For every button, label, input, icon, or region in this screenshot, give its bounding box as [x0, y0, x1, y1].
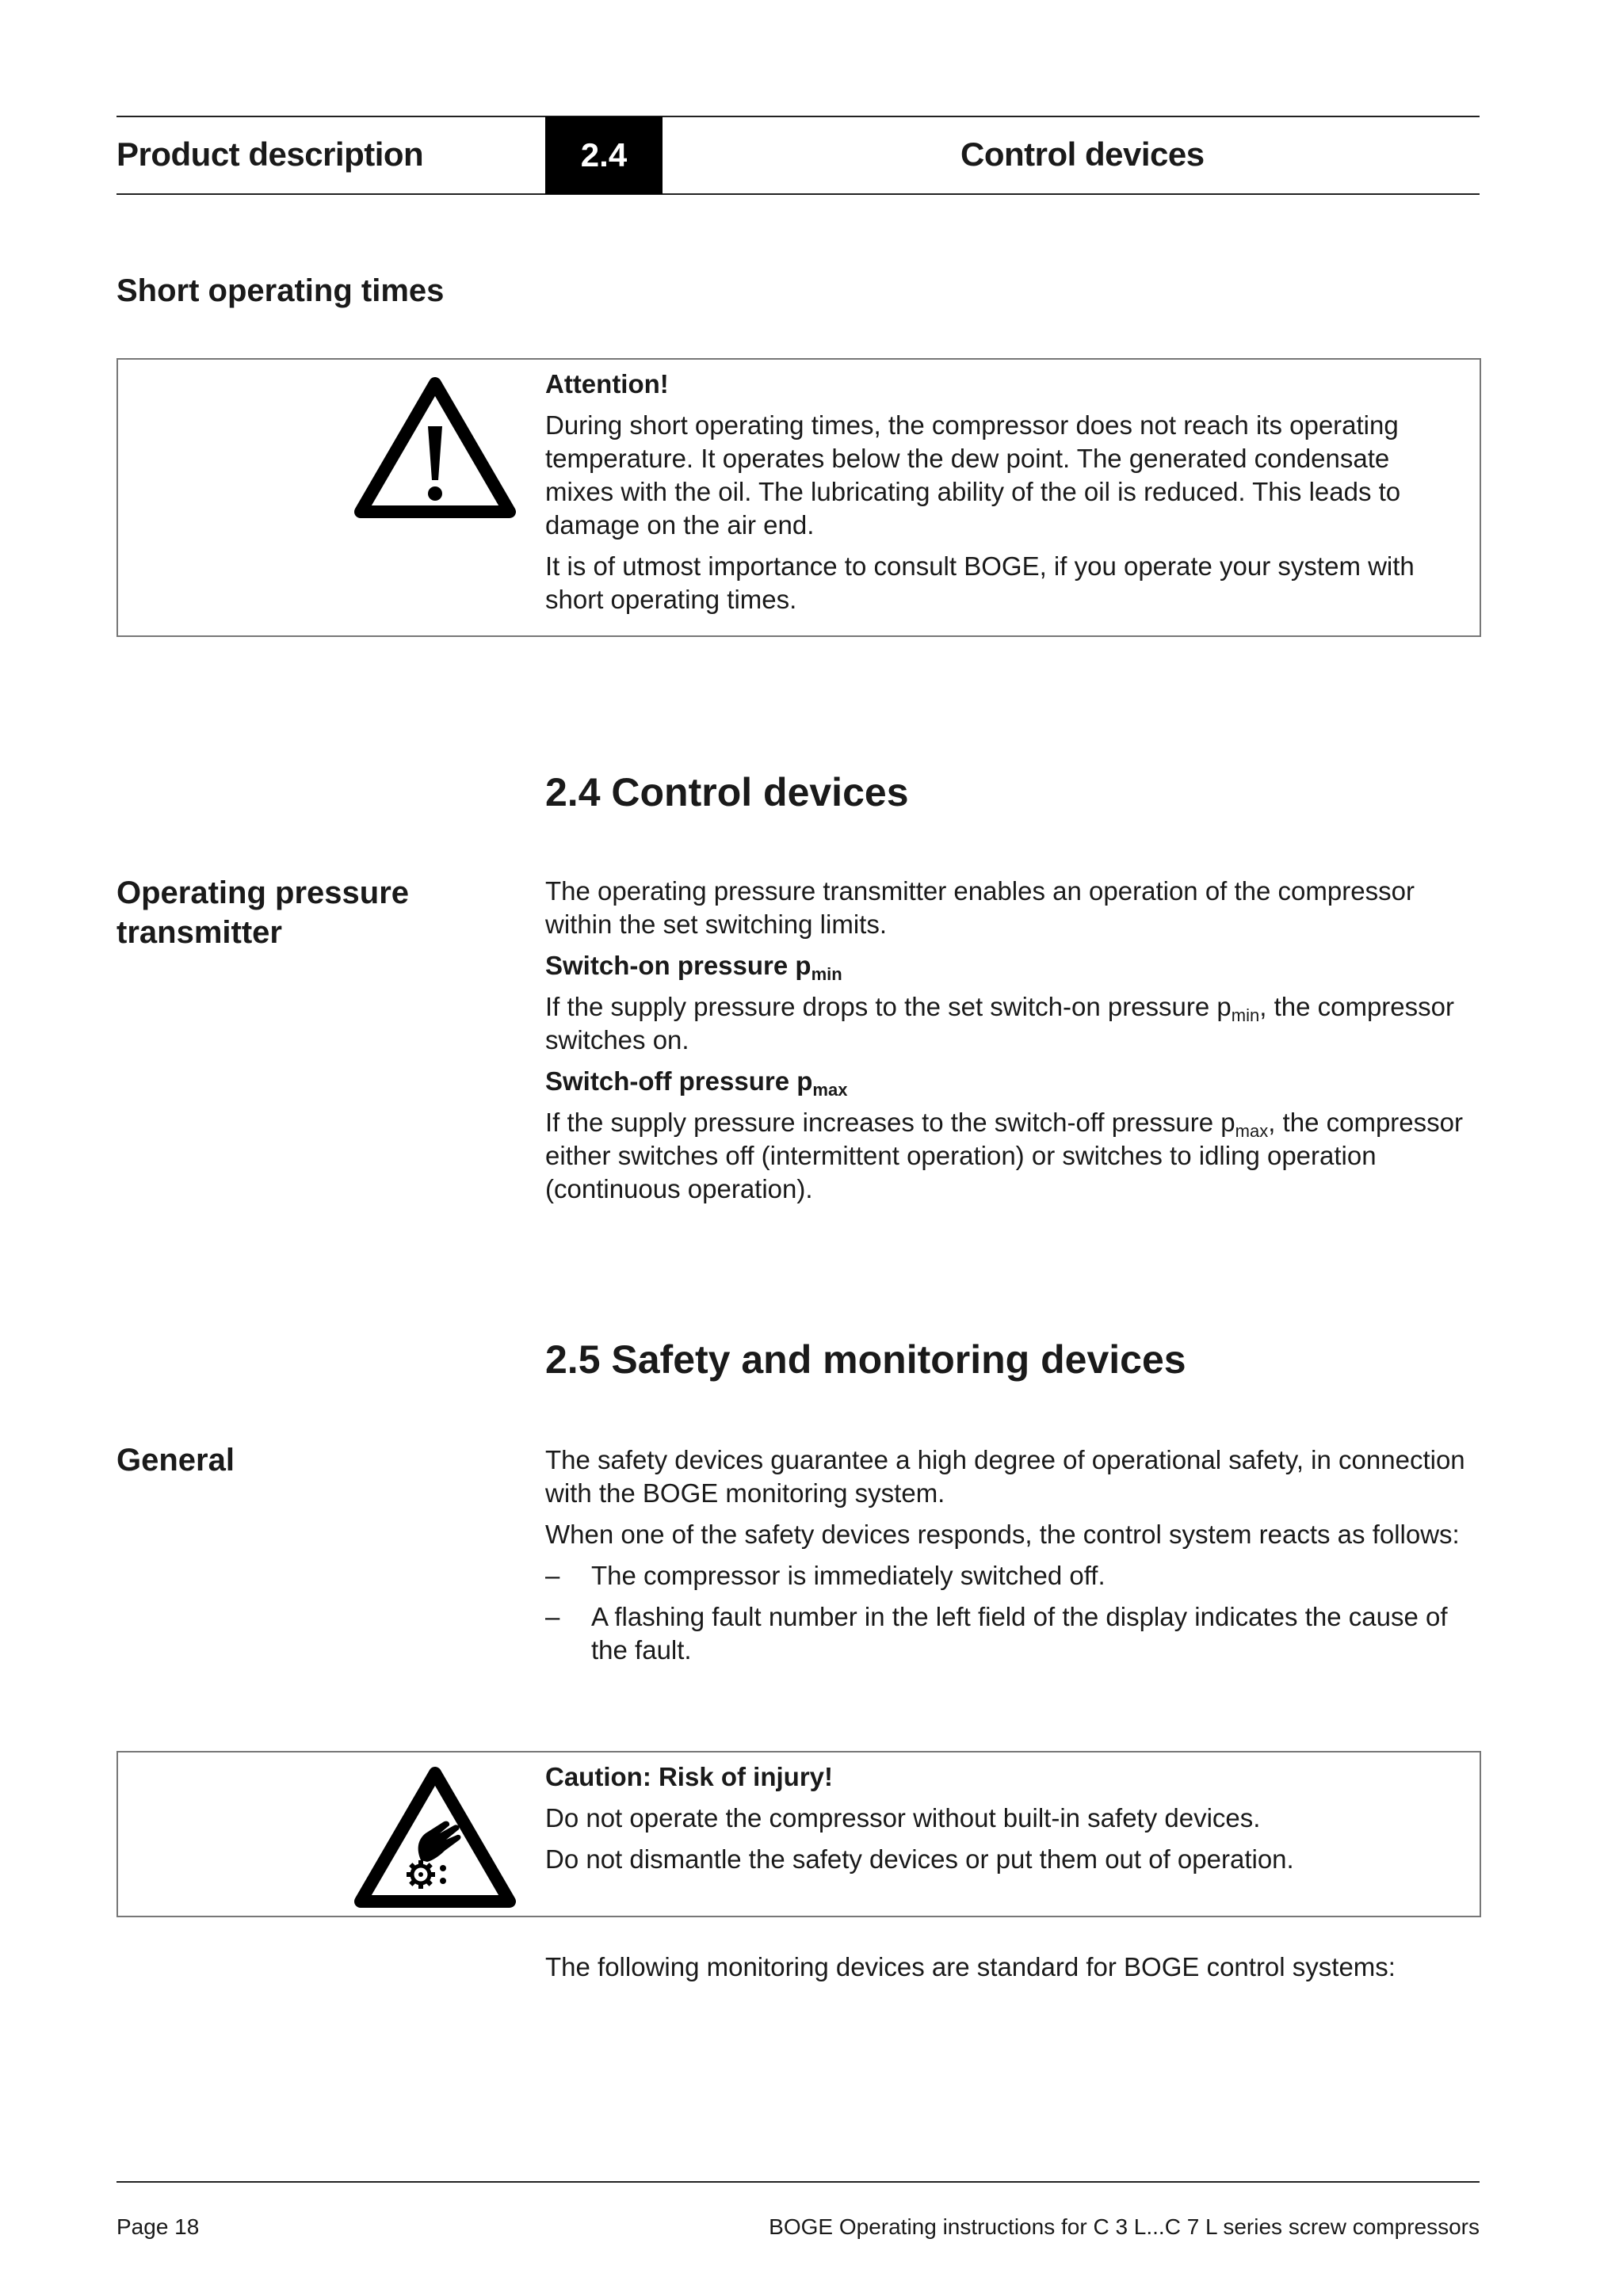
footer-document-title: BOGE Operating instructions for C 3 L...C 7 L series screw compressors — [769, 2214, 1480, 2239]
header-section-number: 2.4 — [545, 116, 663, 194]
transmitter-intro: The operating pressure transmitter enables an operation of the compressor within the set switching limits. — [545, 876, 1415, 939]
section-2-5-title: 2.5 Safety and monitoring devices — [545, 1337, 1186, 1382]
switch-off-pressure-label: Switch-off pressure $p_{max}$ — [545, 1066, 848, 1100]
short-operating-times-heading: Short operating times — [116, 273, 445, 308]
safety-paragraph-2: When one of the safety devices responds, the control system reacts as follows: — [545, 1520, 1460, 1549]
caution-paragraph-2: Do not dismantle the safety devices or put them out of operation. — [545, 1844, 1294, 1874]
caution-notice-box — [116, 1751, 1481, 1917]
switch-on-pressure-label: Switch-on pressure $p_{min}$ — [545, 951, 842, 984]
warning-exclamation-icon — [354, 377, 516, 520]
operating-pressure-transmitter-heading: Operating pressure transmitter — [116, 875, 410, 950]
monitoring-devices-intro: The following monitoring devices are standard for BOGE control systems: — [545, 1952, 1396, 1981]
switch-off-pressure-text: If the supply pressure increases to the switch-off pressure $p_{max}$, the compressor either switches off (intermittent operation) or switches to idling operation (continuous operation). — [545, 1108, 1463, 1203]
header-section-title: Control devices — [960, 135, 1205, 173]
general-heading: General — [116, 1443, 235, 1478]
footer-page-number: Page 18 — [116, 2214, 200, 2239]
section-2-4-title: 2.4 Control devices — [545, 770, 909, 814]
switch-on-pressure-text: If the supply pressure drops to the set switch-on pressure $p_{min}$, the compressor switches on. — [545, 992, 1454, 1055]
list-item: – A flashing fault number in the left field of the display indicates the cause of the fault. — [545, 1602, 1448, 1665]
footer-rule — [116, 2181, 1480, 2183]
safety-reaction-list — [545, 1559, 1480, 1667]
attention-paragraph-2: It is of utmost importance to consult BOGE, if you operate your system with short operating times. — [545, 551, 1415, 614]
hand-in-gear-warning-icon — [354, 1767, 516, 1909]
attention-paragraph-1: During short operating times, the compressor does not reach its operating temperature. It operates below the dew point. The generated condensate mixes with the oil. The lubricating ability of the oil is reduced. This leads to damage on the air end. — [545, 410, 1401, 540]
safety-paragraph-1: The safety devices guarantee a high degree of operational safety, in connection with the BOGE monitoring system. — [545, 1445, 1465, 1508]
section-2-5-body — [545, 1444, 1480, 1675]
list-item: – The compressor is immediately switched off. — [545, 1561, 1106, 1590]
attention-notice-box — [116, 358, 1481, 637]
header-chapter-title: Product description — [116, 135, 424, 173]
attention-title: Attention! — [545, 369, 669, 399]
section-2-4-body — [545, 875, 1480, 1214]
caution-paragraph-1: Do not operate the compressor without built-in safety devices. — [545, 1803, 1261, 1833]
caution-title: Caution: Risk of injury! — [545, 1762, 833, 1791]
